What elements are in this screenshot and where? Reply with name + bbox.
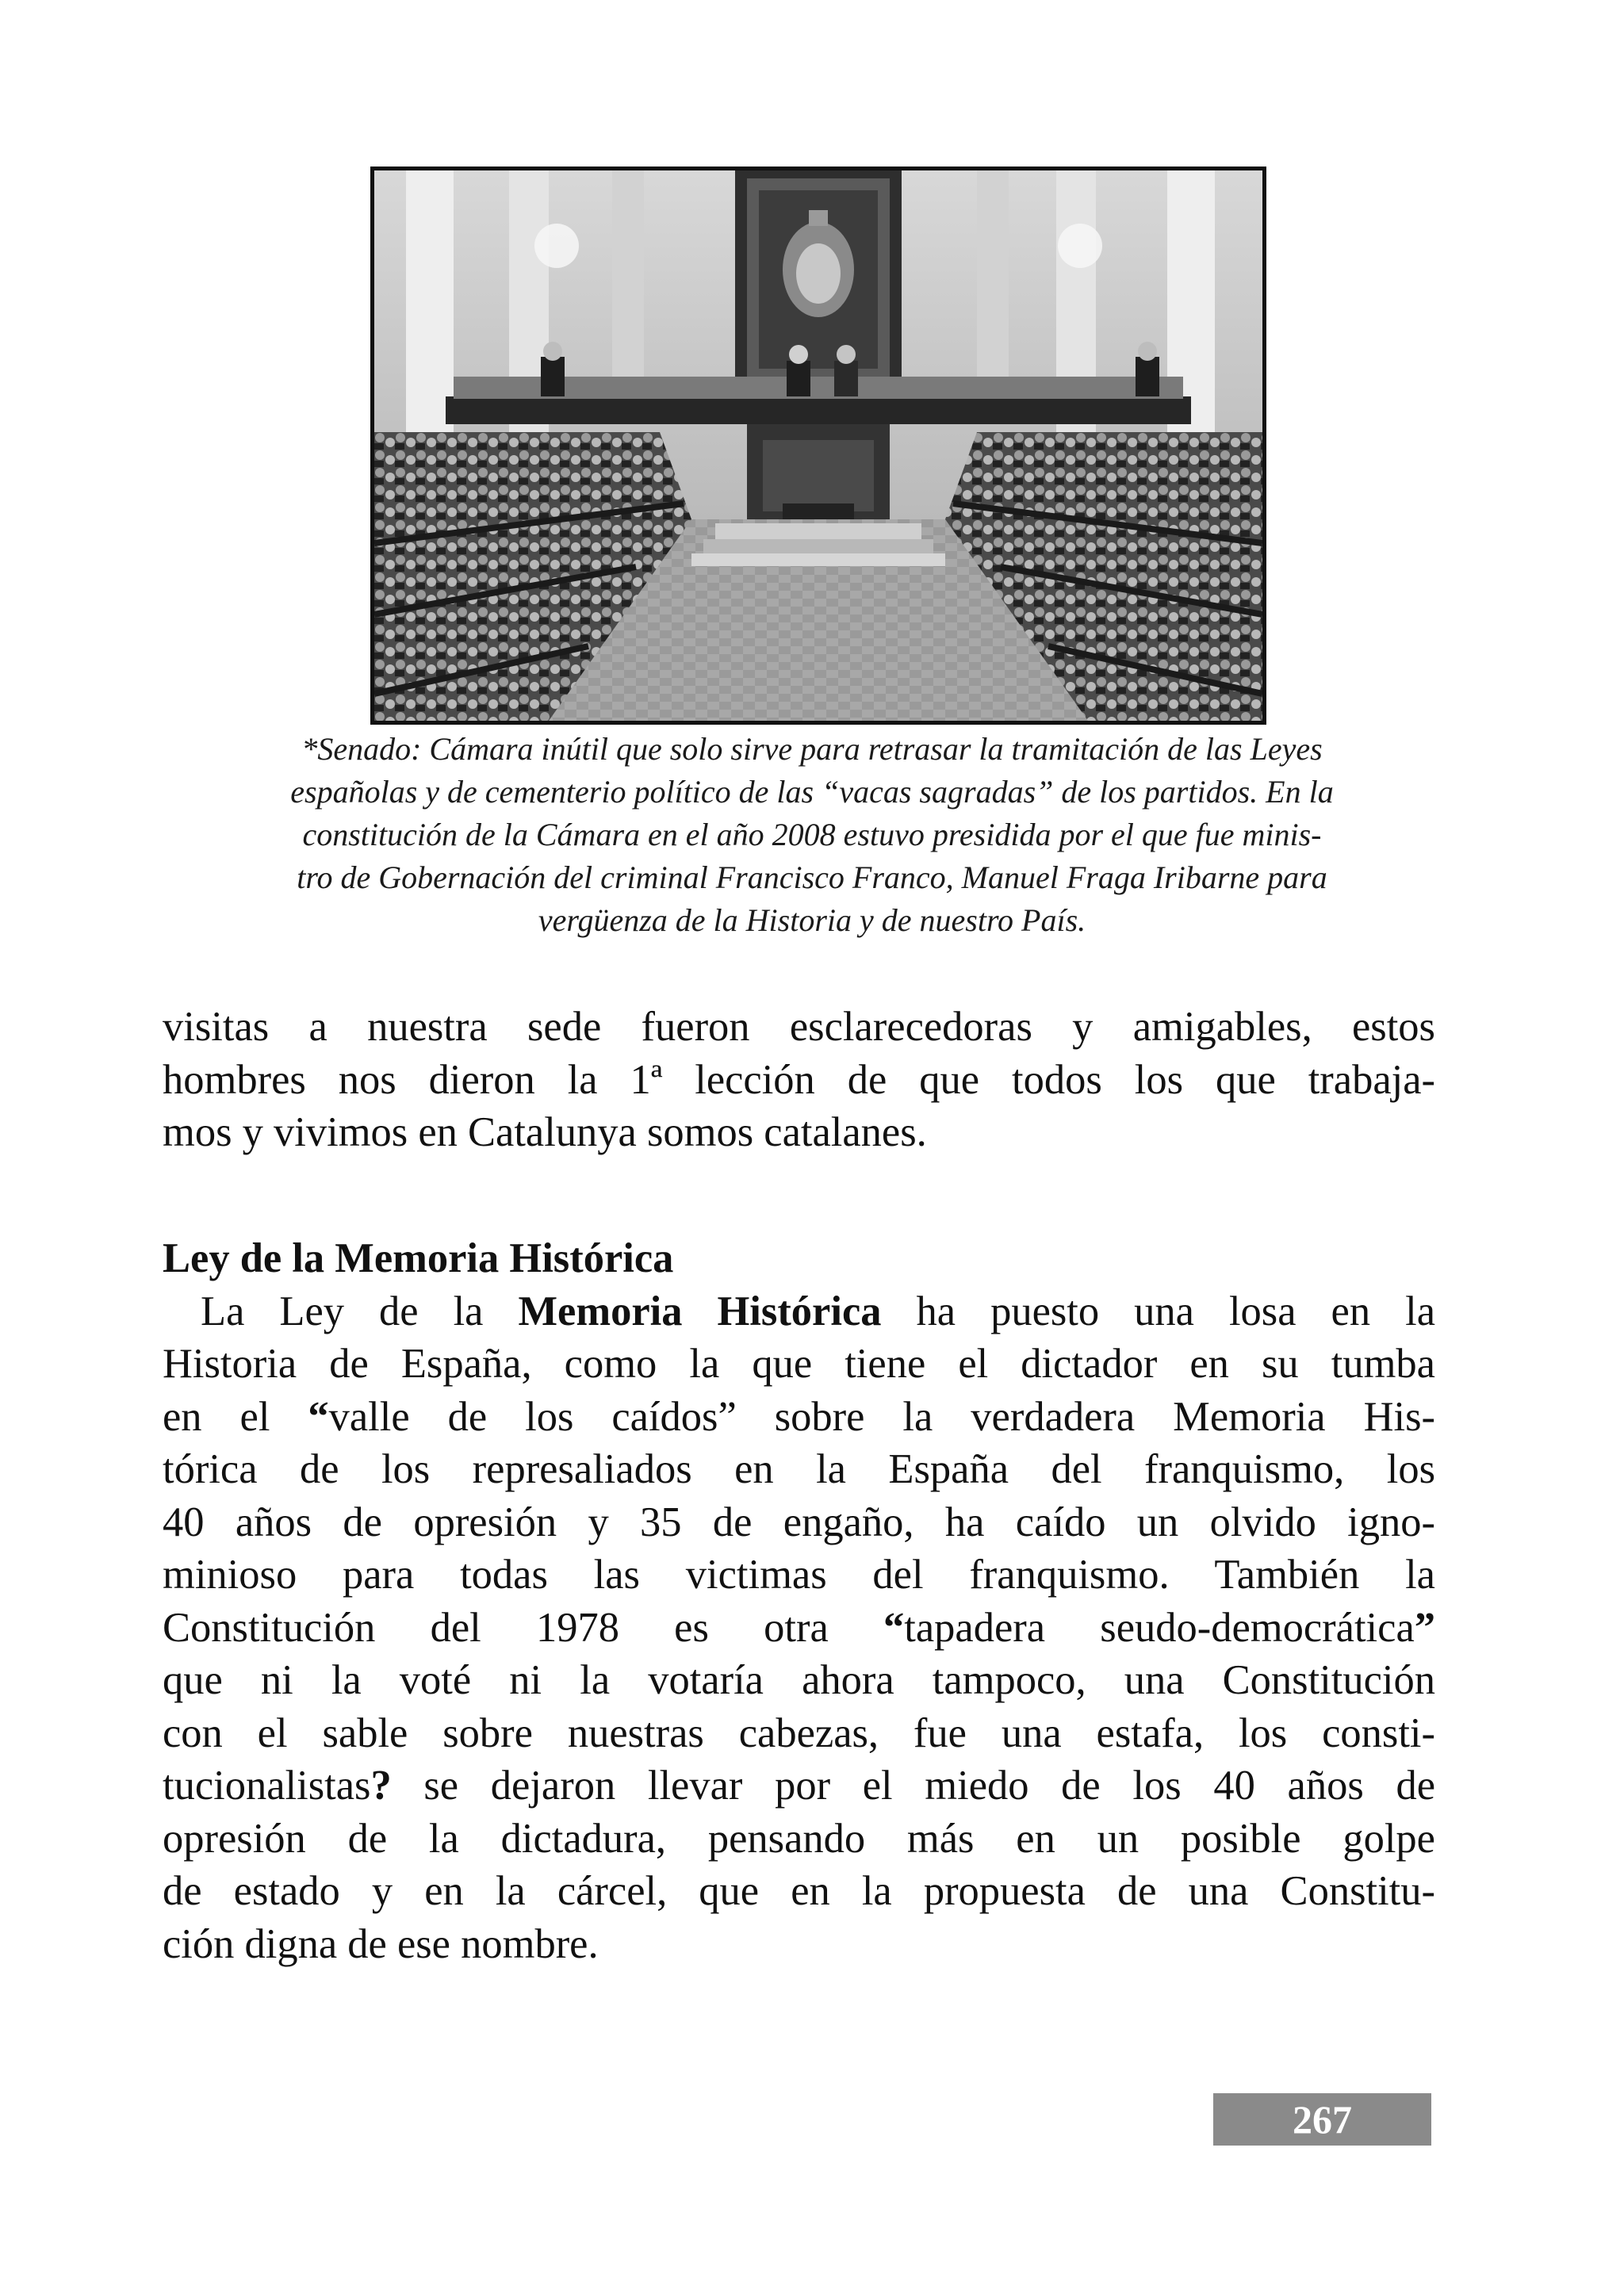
text-line: de estado y en la cárcel, que en la propuesta de una Constitu- bbox=[163, 1868, 1435, 1914]
text-line: 40 años de opresión y 35 de engaño, ha caído un olvido igno- bbox=[163, 1499, 1435, 1545]
senate-chamber-illustration bbox=[374, 170, 1262, 721]
text-run: valle de los caídos” sobre la verdadera Memoria His- bbox=[328, 1393, 1435, 1440]
text-run: La Ley de la bbox=[201, 1288, 519, 1334]
section-memoria-historica bbox=[163, 1232, 1435, 1970]
text-line: tórica de los represaliados en la España del franquismo, los bbox=[163, 1446, 1435, 1492]
text-line: opresión de la dictadura, pensando más en un posible golpe bbox=[163, 1815, 1435, 1862]
bold-quote: ” bbox=[1414, 1604, 1435, 1651]
text-line: visitas a nuestra sede fueron esclarecedoras y amigables, estos bbox=[163, 1004, 1435, 1050]
photo-caption bbox=[159, 728, 1465, 942]
caption-line: constitución de la Cámara en el año 2008 estuvo presidida por el que fue minis- bbox=[302, 817, 1322, 852]
caption-line: *Senado: Cámara inútil que solo sirve para retrasar la tramitación de las Leyes bbox=[301, 731, 1323, 767]
text-line: que ni la voté ni la votaría ahora tampoco, una Constitución bbox=[163, 1657, 1435, 1703]
text-line: minioso para todas las victimas del franquismo. También la bbox=[163, 1552, 1435, 1598]
bold-question-mark: ? bbox=[370, 1763, 392, 1809]
paragraph-continuation bbox=[163, 1001, 1435, 1159]
text-run: se dejaron llevar por el miedo de los 40 años de bbox=[391, 1763, 1435, 1809]
text-line bbox=[163, 1602, 1435, 1655]
text-run: tucionalistas bbox=[163, 1763, 371, 1809]
text-line: hombres nos dieron la 1ª lección de que todos los que trabaja- bbox=[163, 1056, 1435, 1103]
text-line: mos y vivimos en Catalunya somos catalanes. bbox=[163, 1109, 927, 1155]
text-line: con el sable sobre nuestras cabezas, fue una estafa, los consti- bbox=[163, 1709, 1435, 1756]
caption-line: tro de Gobernación del criminal Francisco Franco, Manuel Fraga Iribarne para bbox=[297, 859, 1327, 895]
bold-term: Memoria Histórica bbox=[518, 1288, 882, 1334]
text-run: ha puesto una losa en la bbox=[881, 1288, 1435, 1334]
text-line bbox=[163, 1759, 1435, 1813]
caption-line: españolas y de cementerio político de las “vacas sagradas” de los partidos. En la bbox=[290, 774, 1334, 810]
caption-line: vergüenza de la Historia y de nuestro País. bbox=[538, 902, 1086, 938]
page-number: 267 bbox=[1213, 2093, 1431, 2146]
bold-quote: “ bbox=[883, 1604, 905, 1651]
section-heading: Ley de la Memoria Histórica bbox=[163, 1235, 674, 1281]
bold-quote: “ bbox=[308, 1393, 329, 1440]
text-line bbox=[163, 1391, 1435, 1444]
text-run: Constitución del 1978 es otra bbox=[163, 1604, 884, 1651]
text-run: en el bbox=[163, 1393, 308, 1440]
senate-chamber-photo bbox=[370, 167, 1266, 725]
text-run: tapadera seudo-democrática bbox=[904, 1604, 1415, 1651]
text-line: Historia de España, como la que tiene el dictador en su tumba bbox=[163, 1341, 1435, 1387]
text-line bbox=[163, 1285, 1435, 1338]
text-line: ción digna de ese nombre. bbox=[163, 1920, 599, 1967]
